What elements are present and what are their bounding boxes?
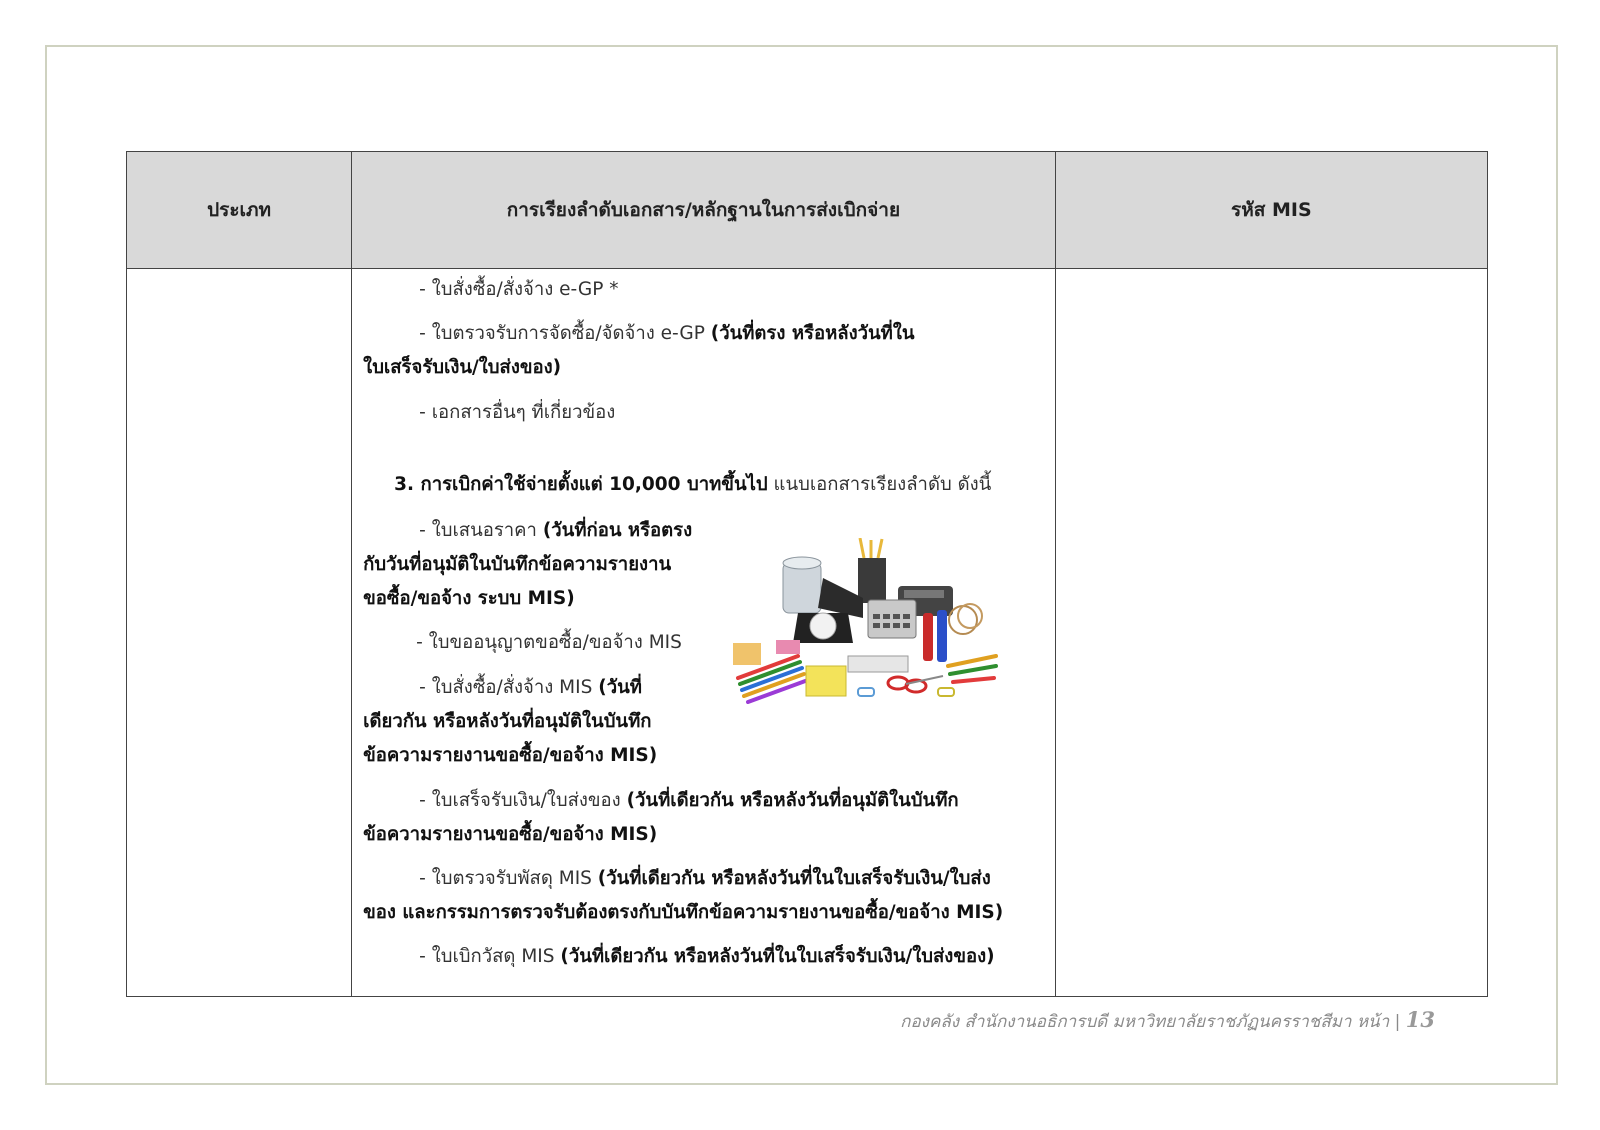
- list-item: เดียวกัน หรือหลังวันที่อนุมัติในบันทึก: [363, 711, 652, 732]
- list-item: กับวันที่อนุมัติในบันทึกข้อความรายงาน: [363, 554, 672, 575]
- list-item: ขอซื้อ/ขอจ้าง ระบบ MIS): [363, 588, 575, 609]
- list-item: - ใบเบิกวัสดุ MIS (วันที่เดียวกัน หรือหลังวันที่ในใบเสร็จรับเงิน/ใบส่งของ): [419, 946, 995, 967]
- list-item: - ใบสั่งซื้อ/สั่งจ้าง MIS (วันที่: [419, 677, 642, 698]
- list-item: - ใบเสร็จรับเงิน/ใบส่งของ (วันที่เดียวกัน หรือหลังวันที่อนุมัติในบันทึก: [419, 790, 959, 811]
- footer-text: กองคลัง สำนักงานอธิการบดี มหาวิทยาลัยราชภัฏนครราชสีมา หน้า |: [900, 1012, 1406, 1032]
- header-ordering: การเรียงลำดับเอกสาร/หลักฐานในการส่งเบิกจ่าย: [352, 152, 1056, 269]
- ordering-cell: [352, 269, 1056, 997]
- list-item: - ใบขออนุญาตขอซื้อ/ขอจ้าง MIS: [416, 632, 682, 653]
- office-supplies-illustration: [728, 538, 998, 713]
- mis-code-cell: [1055, 269, 1487, 997]
- list-item: ข้อความรายงานขอซื้อ/ขอจ้าง MIS): [363, 824, 658, 845]
- list-item: - ใบสั่งซื้อ/สั่งจ้าง e-GP *: [419, 279, 619, 300]
- list-item: - ใบเสนอราคา (วันที่ก่อน หรือตรง: [419, 520, 693, 541]
- list-item: ใบเสร็จรับเงิน/ใบส่งของ): [363, 357, 562, 378]
- list-item: - ใบตรวจรับพัสดุ MIS (วันที่เดียวกัน หรือหลังวันที่ในใบเสร็จรับเงิน/ใบส่ง: [419, 868, 991, 889]
- list-item: ข้อความรายงานขอซื้อ/ขอจ้าง MIS): [363, 745, 658, 766]
- document-table: [126, 151, 1488, 997]
- list-item: - ใบตรวจรับการจัดซื้อ/จัดจ้าง e-GP (วันที่ตรง หรือหลังวันที่ใน: [419, 323, 915, 344]
- header-type: ประเภท: [127, 152, 352, 269]
- header-mis-code: รหัส MIS: [1055, 152, 1487, 269]
- section-heading: 3. การเบิกค่าใช้จ่ายตั้งแต่ 10,000 บาทขึ้นไป แนบเอกสารเรียงลำดับ ดังนี้: [394, 474, 992, 495]
- list-item: ของ และกรรมการตรวจรับต้องตรงกับบันทึกข้อความรายงานขอซื้อ/ขอจ้าง MIS): [363, 902, 1004, 923]
- page-number: 13: [1405, 1007, 1435, 1032]
- table-row: [127, 269, 1488, 997]
- list-item: - เอกสารอื่นๆ ที่เกี่ยวข้อง: [419, 402, 616, 423]
- page-footer: [900, 1007, 1435, 1035]
- type-cell: [127, 269, 352, 997]
- table-header-row: [127, 152, 1488, 269]
